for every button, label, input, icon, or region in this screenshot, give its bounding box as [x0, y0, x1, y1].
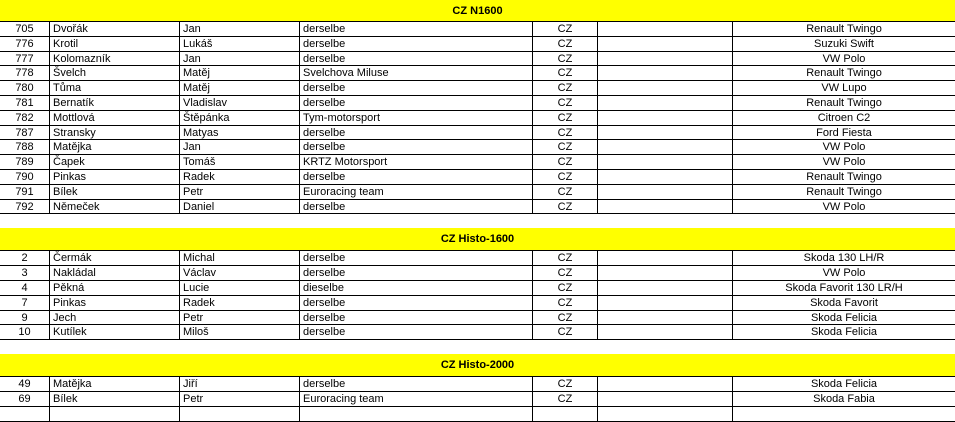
empty-cell [598, 155, 733, 169]
table-row [0, 22, 955, 37]
table-row [0, 52, 955, 67]
team-cell: Tym-motorsport [300, 111, 533, 125]
last-name-cell: Pěkná [50, 281, 180, 295]
team-cell: derselbe [300, 52, 533, 66]
last-name-cell: Bílek [50, 392, 180, 406]
first-name-cell: Miloš [180, 325, 300, 339]
team-cell: derselbe [300, 266, 533, 280]
team-cell: KRTZ Motorsport [300, 155, 533, 169]
car-cell: Renault Twingo [806, 96, 882, 109]
start-number-cell: 792 [0, 200, 50, 214]
team-cell: derselbe [300, 377, 533, 391]
empty-cell [598, 251, 733, 265]
car-cell: Skoda Favorit 130 LR/H [785, 281, 903, 294]
last-name-cell: Mottlová [50, 111, 180, 125]
class-header [0, 0, 955, 22]
nationality-cell: CZ [533, 96, 598, 110]
start-number-cell: 780 [0, 81, 50, 95]
table-row [0, 111, 955, 126]
last-name-cell [50, 407, 180, 421]
start-number-cell: 778 [0, 66, 50, 80]
car-cell: Renault Twingo [806, 67, 882, 80]
last-name-cell: Matějka [50, 140, 180, 154]
last-name-cell: Jech [50, 311, 180, 325]
first-name-cell: Michal [180, 251, 300, 265]
start-number-cell [0, 407, 50, 421]
team-cell: derselbe [300, 325, 533, 339]
empty-cell [598, 200, 733, 214]
class-header [0, 354, 955, 377]
nationality-cell: CZ [533, 266, 598, 280]
empty-cell [598, 66, 733, 80]
nationality-cell: CZ [533, 37, 598, 51]
nationality-cell: CZ [533, 81, 598, 95]
car-cell: Skoda Felicia [810, 326, 878, 339]
car-cell: Renault Twingo [806, 185, 882, 198]
first-name-cell: Lukáš [180, 37, 300, 51]
table-row [0, 377, 955, 392]
table-row [0, 251, 955, 266]
table-row [0, 266, 955, 281]
nationality-cell: CZ [533, 281, 598, 295]
last-name-cell: Švelch [50, 66, 180, 80]
empty-cell [598, 37, 733, 51]
first-name-cell: Jan [180, 52, 300, 66]
last-name-cell: Krotil [50, 37, 180, 51]
empty-cell [598, 140, 733, 154]
car-cell: Renault Twingo [806, 170, 882, 183]
car-cell [733, 407, 955, 421]
empty-cell [598, 126, 733, 140]
first-name-cell: Václav [180, 266, 300, 280]
table-row [0, 185, 955, 200]
table-row [0, 66, 955, 81]
first-name-cell: Radek [180, 170, 300, 184]
empty-cell [598, 296, 733, 310]
first-name-cell: Štěpánka [180, 111, 300, 125]
empty-cell [598, 407, 733, 421]
table-row [0, 392, 955, 407]
start-number-cell: 705 [0, 22, 50, 36]
nationality-cell: CZ [533, 296, 598, 310]
last-name-cell: Čermák [50, 251, 180, 265]
car-cell: VW Polo [822, 267, 866, 280]
section-spacer [0, 340, 955, 354]
nationality-cell: CZ [533, 155, 598, 169]
table-row [0, 311, 955, 326]
car-cell: Skoda 130 LH/R [803, 252, 885, 265]
empty-cell [598, 311, 733, 325]
last-name-cell: Kutílek [50, 325, 180, 339]
last-name-cell: Pinkas [50, 296, 180, 310]
start-number-cell: 7 [0, 296, 50, 310]
nationality-cell: CZ [533, 170, 598, 184]
nationality-cell: CZ [533, 251, 598, 265]
car-cell: Skoda Felicia [810, 378, 878, 391]
table-row [0, 325, 955, 340]
team-cell: derselbe [300, 126, 533, 140]
nationality-cell: CZ [533, 22, 598, 36]
team-cell: derselbe [300, 311, 533, 325]
team-cell: derselbe [300, 81, 533, 95]
last-name-cell: Bernatík [50, 96, 180, 110]
team-cell: derselbe [300, 251, 533, 265]
team-cell: derselbe [300, 22, 533, 36]
team-cell: Euroracing team [300, 392, 533, 406]
start-number-cell: 9 [0, 311, 50, 325]
empty-cell [598, 22, 733, 36]
table-row [0, 170, 955, 185]
first-name-cell: Matyas [180, 126, 300, 140]
empty-cell [598, 325, 733, 339]
first-name-cell: Petr [180, 311, 300, 325]
nationality-cell: CZ [533, 185, 598, 199]
car-cell: Citroen C2 [817, 111, 871, 124]
first-name-cell: Matěj [180, 81, 300, 95]
start-number-cell: 790 [0, 170, 50, 184]
first-name-cell: Jiří [180, 377, 300, 391]
nationality-cell [533, 407, 598, 421]
empty-cell [598, 111, 733, 125]
team-cell: Svelchova Miluse [300, 66, 533, 80]
team-cell: derselbe [300, 37, 533, 51]
start-number-cell: 789 [0, 155, 50, 169]
class-header [0, 228, 955, 251]
nationality-cell: CZ [533, 200, 598, 214]
car-cell: VW Polo [822, 200, 866, 213]
car-cell: VW Polo [822, 52, 866, 65]
empty-cell [598, 281, 733, 295]
start-number-cell: 777 [0, 52, 50, 66]
last-name-cell: Kolomazník [50, 52, 180, 66]
start-number-cell: 782 [0, 111, 50, 125]
team-cell: derselbe [300, 200, 533, 214]
last-name-cell: Stransky [50, 126, 180, 140]
car-cell: VW Polo [822, 141, 866, 154]
empty-cell [598, 96, 733, 110]
section-spacer [0, 214, 955, 228]
team-cell [300, 407, 533, 421]
last-name-cell: Nakládal [50, 266, 180, 280]
start-number-cell: 776 [0, 37, 50, 51]
car-cell: Suzuki Swift [814, 37, 874, 50]
car-cell: VW Lupo [821, 82, 867, 95]
first-name-cell: Matěj [180, 66, 300, 80]
team-cell: derselbe [300, 140, 533, 154]
table-row [0, 407, 955, 422]
class-title: CZ Histo-1600 [440, 233, 515, 246]
nationality-cell: CZ [533, 126, 598, 140]
car-cell: Ford Fiesta [816, 126, 872, 139]
nationality-cell: CZ [533, 52, 598, 66]
car-cell: Skoda Fabia [813, 392, 875, 405]
table-row [0, 96, 955, 111]
start-number-cell: 791 [0, 185, 50, 199]
nationality-cell: CZ [533, 325, 598, 339]
class-title: CZ N1600 [452, 4, 503, 17]
table-row [0, 81, 955, 96]
first-name-cell: Daniel [180, 200, 300, 214]
start-number-cell: 49 [0, 377, 50, 391]
team-cell: dieselbe [300, 281, 533, 295]
last-name-cell: Pinkas [50, 170, 180, 184]
empty-cell [598, 185, 733, 199]
car-cell: Renault Twingo [806, 23, 882, 35]
last-name-cell: Matějka [50, 377, 180, 391]
first-name-cell: Petr [180, 392, 300, 406]
team-cell: derselbe [300, 96, 533, 110]
empty-cell [598, 170, 733, 184]
class-title: CZ Histo-2000 [440, 359, 515, 372]
empty-cell [598, 377, 733, 391]
nationality-cell: CZ [533, 311, 598, 325]
first-name-cell: Petr [180, 185, 300, 199]
car-cell: Skoda Favorit [810, 296, 878, 309]
nationality-cell: CZ [533, 66, 598, 80]
last-name-cell: Dvořák [50, 22, 180, 36]
team-cell: derselbe [300, 170, 533, 184]
first-name-cell: Jan [180, 140, 300, 154]
start-number-cell: 69 [0, 392, 50, 406]
table-row [0, 281, 955, 296]
team-cell: derselbe [300, 296, 533, 310]
first-name-cell [180, 407, 300, 421]
start-number-cell: 781 [0, 96, 50, 110]
nationality-cell: CZ [533, 111, 598, 125]
start-number-cell: 2 [0, 251, 50, 265]
start-number-cell: 10 [0, 325, 50, 339]
start-number-cell: 4 [0, 281, 50, 295]
team-cell: Euroracing team [300, 185, 533, 199]
start-number-cell: 3 [0, 266, 50, 280]
empty-cell [598, 392, 733, 406]
first-name-cell: Radek [180, 296, 300, 310]
car-cell: Skoda Felicia [810, 311, 878, 324]
first-name-cell: Jan [180, 22, 300, 36]
last-name-cell: Němeček [50, 200, 180, 214]
last-name-cell: Bílek [50, 185, 180, 199]
car-cell: VW Polo [822, 156, 866, 169]
table-row [0, 155, 955, 170]
empty-cell [598, 81, 733, 95]
last-name-cell: Čapek [50, 155, 180, 169]
start-number-cell: 787 [0, 126, 50, 140]
table-row [0, 296, 955, 311]
first-name-cell: Vladislav [180, 96, 300, 110]
table-row [0, 126, 955, 141]
empty-cell [598, 266, 733, 280]
start-number-cell: 788 [0, 140, 50, 154]
nationality-cell: CZ [533, 392, 598, 406]
nationality-cell: CZ [533, 140, 598, 154]
nationality-cell: CZ [533, 377, 598, 391]
table-row [0, 37, 955, 52]
table-row [0, 140, 955, 155]
table-row [0, 200, 955, 215]
last-name-cell: Tůma [50, 81, 180, 95]
empty-cell [598, 52, 733, 66]
first-name-cell: Tomáš [180, 155, 300, 169]
first-name-cell: Lucie [180, 281, 300, 295]
